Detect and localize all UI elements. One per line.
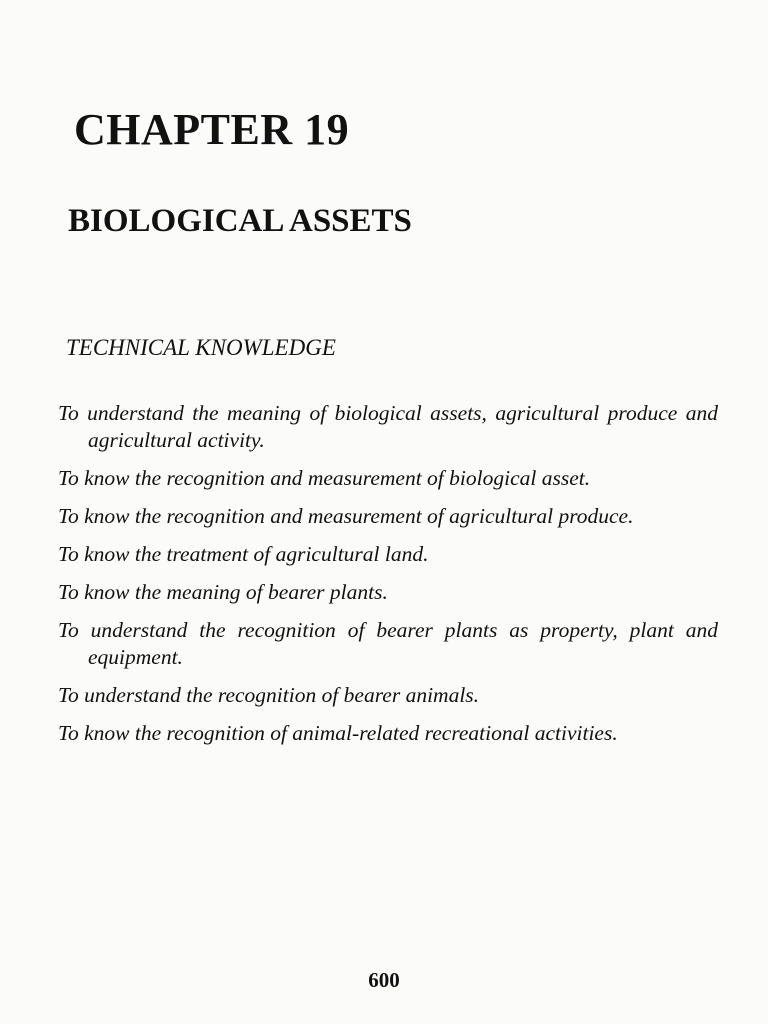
objective-item: To know the recognition and measurement of biological asset. <box>58 466 591 490</box>
objective-item: To know the recognition and measurement of agricultural produce. <box>58 504 634 528</box>
objective-item: To understand the recognition of bearer plants as property, plant and equipment. <box>58 618 718 669</box>
objective-item: To know the recognition of animal-related recreational activities. <box>58 721 618 745</box>
objective-item: To know the meaning of bearer plants. <box>58 580 388 604</box>
objective-item: To understand the recognition of bearer animals. <box>58 683 480 707</box>
objective-item: To know the treatment of agricultural land. <box>58 542 429 566</box>
chapter-title: CHAPTER 19 <box>74 105 350 154</box>
section-heading: TECHNICAL KNOWLEDGE <box>66 335 336 360</box>
objective-item: To understand the meaning of biological assets, agricultural produce and agricultural activity. <box>58 401 718 452</box>
chapter-subtitle: BIOLOGICAL ASSETS <box>68 203 412 239</box>
page-number: 600 <box>368 968 400 992</box>
objectives-list <box>58 400 718 758</box>
